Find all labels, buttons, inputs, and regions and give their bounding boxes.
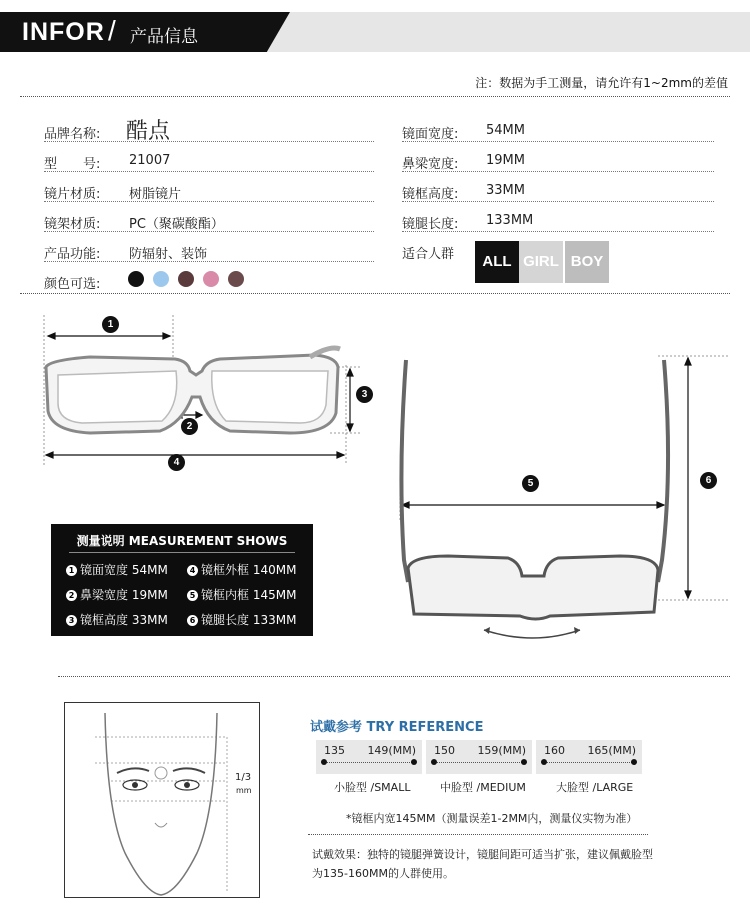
- spec-row-brand: [44, 120, 374, 142]
- row-divider: [402, 201, 714, 202]
- spec-label: 型 号:: [44, 157, 101, 172]
- measurement-text: 镜框高度 33MM: [80, 613, 168, 627]
- badge-1: 1: [102, 316, 119, 333]
- measurement-text: 镜框内框 145MM: [201, 588, 297, 602]
- size-card-medium: [426, 740, 532, 774]
- spec-label: 颜色可选:: [44, 277, 101, 292]
- glasses-top-diagram: [388, 350, 733, 650]
- number-badge: 1: [66, 565, 77, 576]
- spec-value: PC（聚碳酸酯）: [129, 217, 224, 232]
- row-divider: [402, 171, 714, 172]
- row-divider: [44, 261, 374, 262]
- measurement-box: [51, 524, 313, 636]
- badge-5: 5: [522, 475, 539, 492]
- badge-2: 2: [181, 418, 198, 435]
- measurement-item: [187, 611, 296, 628]
- color-swatch[interactable]: [178, 271, 194, 287]
- spec-value: 54MM: [486, 123, 525, 138]
- measurement-title: 测量说明 MEASUREMENT SHOWS: [76, 534, 288, 548]
- header-slash: /: [108, 15, 116, 46]
- row-divider: [402, 231, 714, 232]
- measurement-text: 镜腿长度 133MM: [201, 613, 297, 627]
- spec-label: 镜腿长度:: [402, 217, 459, 232]
- spec-label: 镜面宽度:: [402, 127, 459, 142]
- row-divider: [44, 141, 374, 142]
- size-label-large: 大脸型 /LARGE: [556, 781, 634, 794]
- row-divider: [44, 171, 374, 172]
- spec-row-temple: [402, 210, 714, 232]
- badge-3: 3: [356, 386, 373, 403]
- spec-value-brand: 酷点: [126, 119, 171, 144]
- try-effect-text: 试戴效果：独特的镜腿弹簧设计，镜腿间距可适当扩张，建议佩戴脸型为135-160MM的人群使用。: [312, 848, 653, 880]
- size-max: 165(MM): [587, 744, 636, 757]
- spec-row-bridge: [402, 150, 714, 172]
- badge-6: 6: [700, 472, 717, 489]
- measurement-text: 镜面宽度 54MM: [80, 563, 168, 577]
- divider: [58, 676, 730, 677]
- spec-label: 镜片材质:: [44, 187, 101, 202]
- size-min: 135: [324, 744, 345, 757]
- face-ratio-bottom: mm: [236, 786, 252, 795]
- spec-label: 产品功能:: [44, 247, 101, 262]
- size-min: 160: [544, 744, 565, 757]
- row-divider: [44, 231, 374, 232]
- size-label-small: 小脸型 /SMALL: [334, 781, 411, 794]
- number-badge: 5: [187, 590, 198, 601]
- color-swatch[interactable]: [228, 271, 244, 287]
- header-title-en: INFOR: [22, 18, 105, 46]
- divider: [20, 96, 730, 97]
- face-ratio-top: 1/3: [235, 772, 252, 783]
- size-card-small: [316, 740, 422, 774]
- spec-row-lens: [44, 180, 374, 202]
- measurement-text: 鼻梁宽度 19MM: [80, 588, 168, 602]
- divider: [20, 293, 730, 294]
- number-badge: 3: [66, 615, 77, 626]
- size-dot: [631, 759, 637, 765]
- spec-value: 19MM: [486, 153, 525, 168]
- number-badge: 4: [187, 565, 198, 576]
- measurement-text: 镜框外框 140MM: [201, 563, 297, 577]
- size-dot: [541, 759, 547, 765]
- measurement-item: [66, 611, 168, 628]
- row-divider: [402, 141, 714, 142]
- spec-row-audience: [402, 240, 482, 262]
- number-badge: 2: [66, 590, 77, 601]
- size-range-line: [544, 762, 634, 763]
- number-badge: 6: [187, 615, 198, 626]
- audience-tag-girl[interactable]: GIRL: [519, 241, 563, 283]
- spec-row-model: [44, 150, 374, 172]
- measurement-note: 注：数据为手工测量，请允许有1~2mm的差值: [475, 76, 728, 90]
- spec-label: 鼻梁宽度:: [402, 157, 459, 172]
- size-max: 159(MM): [477, 744, 526, 757]
- size-card-large: [536, 740, 642, 774]
- audience-tag-all[interactable]: ALL: [475, 241, 519, 283]
- face-sketch-frame: [64, 702, 260, 898]
- section-header: [0, 12, 750, 52]
- spec-value: 33MM: [486, 183, 525, 198]
- spec-row-lens-width: [402, 120, 714, 142]
- divider: [308, 834, 648, 835]
- size-dot: [521, 759, 527, 765]
- spec-value: 133MM: [486, 213, 534, 228]
- spec-label: 镜框高度:: [402, 187, 459, 202]
- spec-row-frame-height: [402, 180, 714, 202]
- spec-label: 品牌名称:: [44, 127, 101, 142]
- spec-label: 适合人群: [402, 247, 455, 262]
- color-swatch[interactable]: [203, 271, 219, 287]
- face-sketch: [65, 703, 259, 897]
- size-range-line: [324, 762, 414, 763]
- size-dot: [431, 759, 437, 765]
- try-reference-title: 试戴参考 TRY REFERENCE: [310, 720, 484, 735]
- spec-value: 防辐射、装饰: [129, 247, 208, 262]
- header-grey-band: [250, 12, 750, 52]
- row-divider: [44, 201, 374, 202]
- inner-width-note: *镜框内宽145MM（测量误差1-2MM内，测量仪实物为准）: [346, 812, 638, 825]
- size-dot: [411, 759, 417, 765]
- measurement-item: [66, 586, 168, 603]
- size-min: 150: [434, 744, 455, 757]
- spec-row-frame: [44, 210, 374, 232]
- size-dot: [321, 759, 327, 765]
- size-max: 149(MM): [367, 744, 416, 757]
- measurement-divider: [69, 552, 295, 553]
- measurement-item: [187, 586, 296, 603]
- glasses-front-diagram: [30, 305, 370, 475]
- size-label-medium: 中脸型 /MEDIUM: [440, 781, 526, 794]
- measurement-item: [66, 561, 168, 578]
- measurement-item: [187, 561, 296, 578]
- spec-value: 树脂镜片: [129, 187, 182, 202]
- color-swatch[interactable]: [153, 271, 169, 287]
- spec-row-function: [44, 240, 374, 262]
- color-swatch[interactable]: [128, 271, 144, 287]
- header-title-cn: 产品信息: [130, 27, 198, 47]
- size-range-line: [434, 762, 524, 763]
- badge-4: 4: [168, 454, 185, 471]
- spec-label: 镜架材质:: [44, 217, 101, 232]
- spec-value: 21007: [129, 153, 171, 168]
- audience-tag-boy[interactable]: BOY: [565, 241, 609, 283]
